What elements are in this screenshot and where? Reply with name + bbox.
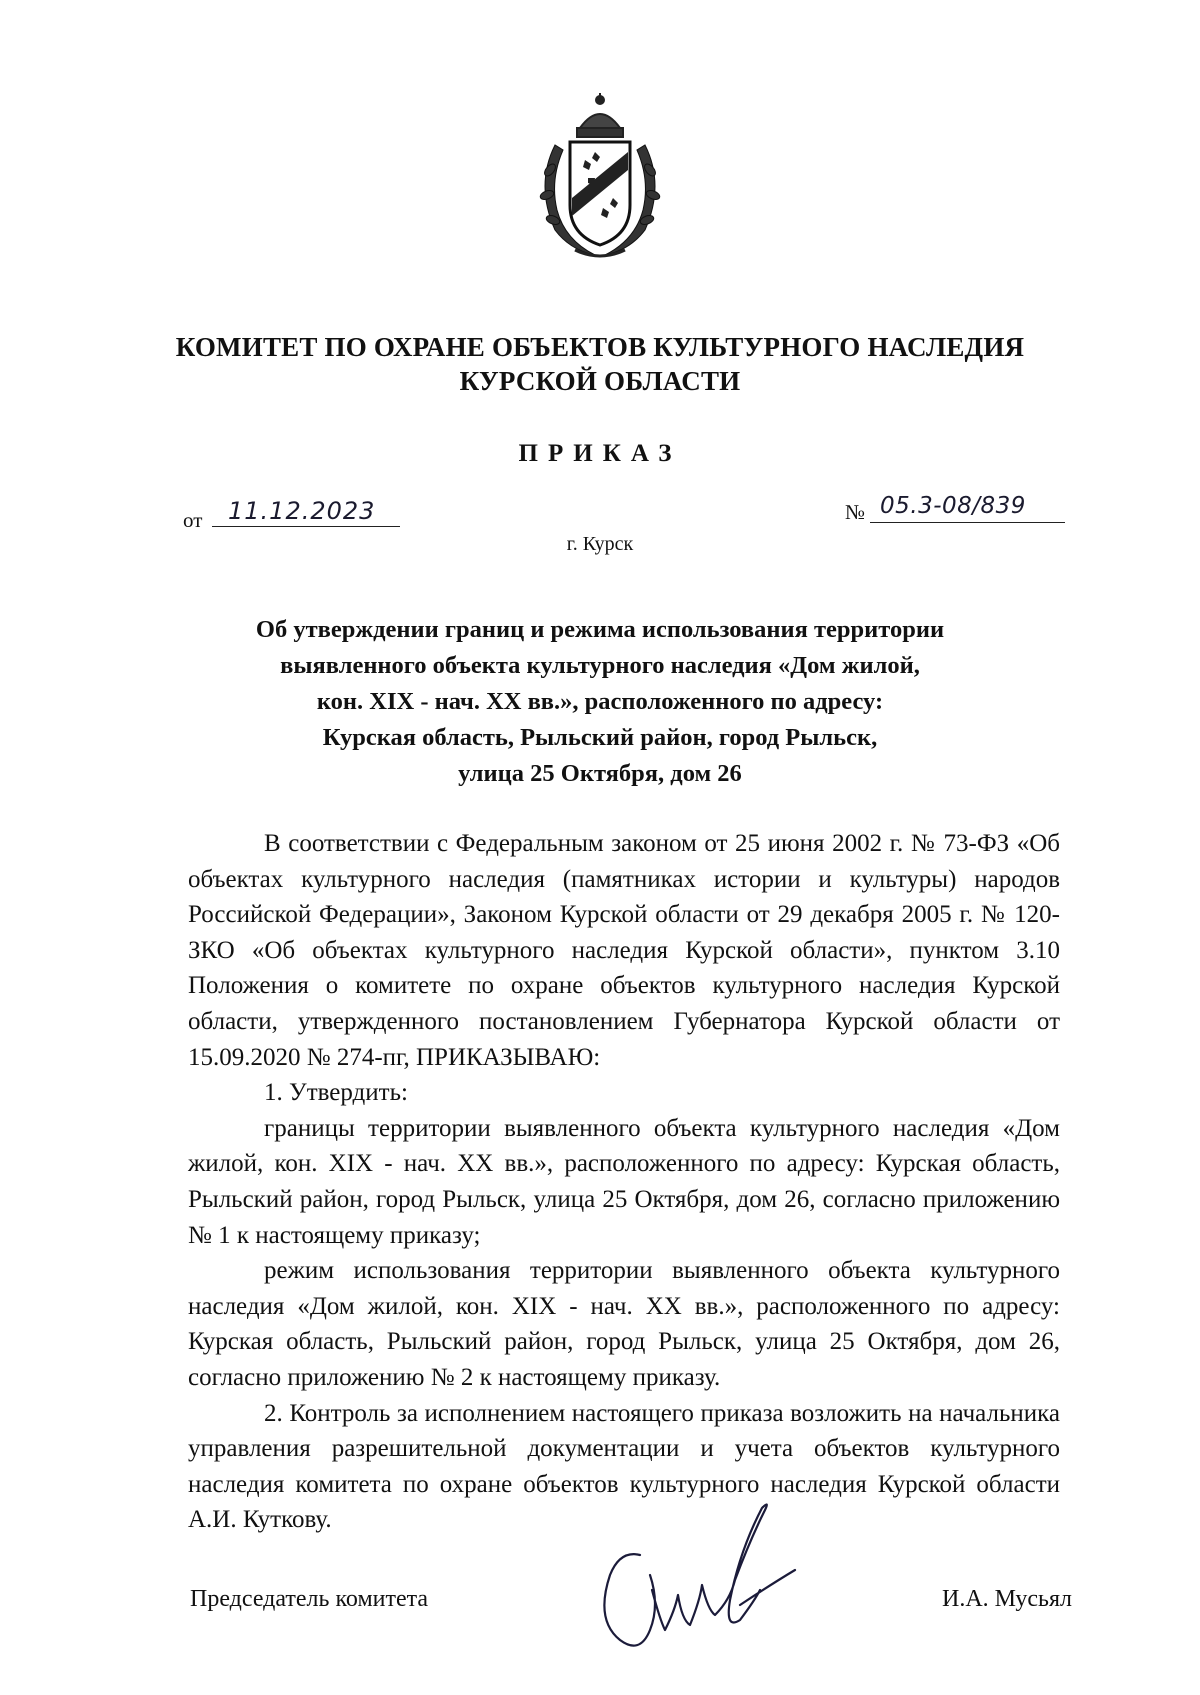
item-1-boundaries: границы территории выявленного объекта культурного наследия «Дом жилой, кон. XIX - нач. XX вв.», расположенного по адресу: Курская область, Рыльский район, город Рыльск, улица 25 Октября, дом 26, согласно приложению № 1 к настоящему приказу;	[188, 1114, 1060, 1249]
coat-of-arms-icon	[525, 90, 675, 265]
order-subject	[140, 612, 1060, 792]
subject-line: выявленного объекта культурного наследия «Дом жилой,	[280, 652, 920, 679]
item-2-control: 2. Контроль за исполнением настоящего приказа возложить на начальника управления разрешительной документации и учета объектов культурного наследия комитета по охране объектов культурного наследия Курской области А.И. Куткову.	[188, 1399, 1060, 1534]
subject-line: Курская область, Рыльский район, город Рыльск,	[322, 724, 878, 751]
order-number: 05.3-08/839	[870, 493, 1065, 523]
signer-name: И.А. Мусьял	[942, 1586, 1073, 1612]
city-of-issue: г. Курск	[566, 533, 634, 555]
preamble-paragraph: В соответствии с Федеральным законом от 25 июня 2002 г. № 73-ФЗ «Об объектах культурного наследия (памятниках истории и культуры) народов Российской Федерации», Законом Курской области от 29 декабря 2005 г. № 120-ЗКО «Об объектах культурного наследия Курской области», пунктом 3.10 Положения о комитете по охране объектов культурного наследия Курской области, утвержденного постановлением Губернатора Курской области от 15.09.2020 № 274-пг, ПРИКАЗЫВАЮ:	[188, 830, 1060, 1071]
subject-line: улица 25 Октября, дом 26	[458, 760, 742, 787]
subject-line: кон. XIX - нач. XX вв.», расположенного по адресу:	[316, 688, 884, 715]
date-label: от	[183, 508, 203, 532]
order-body	[188, 826, 1060, 1538]
item-1-heading: 1. Утвердить:	[264, 1079, 408, 1107]
organization-name-line1: КОМИТЕТ ПО ОХРАНЕ ОБЪЕКТОВ КУЛЬТУРНОГО НАСЛЕДИЯ	[175, 332, 1025, 362]
signer-title: Председатель комитета	[190, 1586, 429, 1612]
number-label: №	[845, 500, 866, 524]
order-date: 11.12.2023	[212, 497, 400, 527]
item-1-regime: режим использования территории выявленного объекта культурного наследия «Дом жилой, кон. XIX - нач. XX вв.», расположенного по адресу: Курская область, Рыльский район, город Рыльск, улица 25 Октября, дом 26, согласно приложению № 2 к настоящему приказу.	[188, 1257, 1060, 1391]
subject-line: Об утверждении границ и режима использования территории	[255, 616, 945, 643]
document-type-title: ПРИКАЗ	[518, 440, 682, 467]
organization-name-line2: КУРСКОЙ ОБЛАСТИ	[459, 366, 741, 396]
handwritten-signature-icon	[590, 1480, 820, 1670]
